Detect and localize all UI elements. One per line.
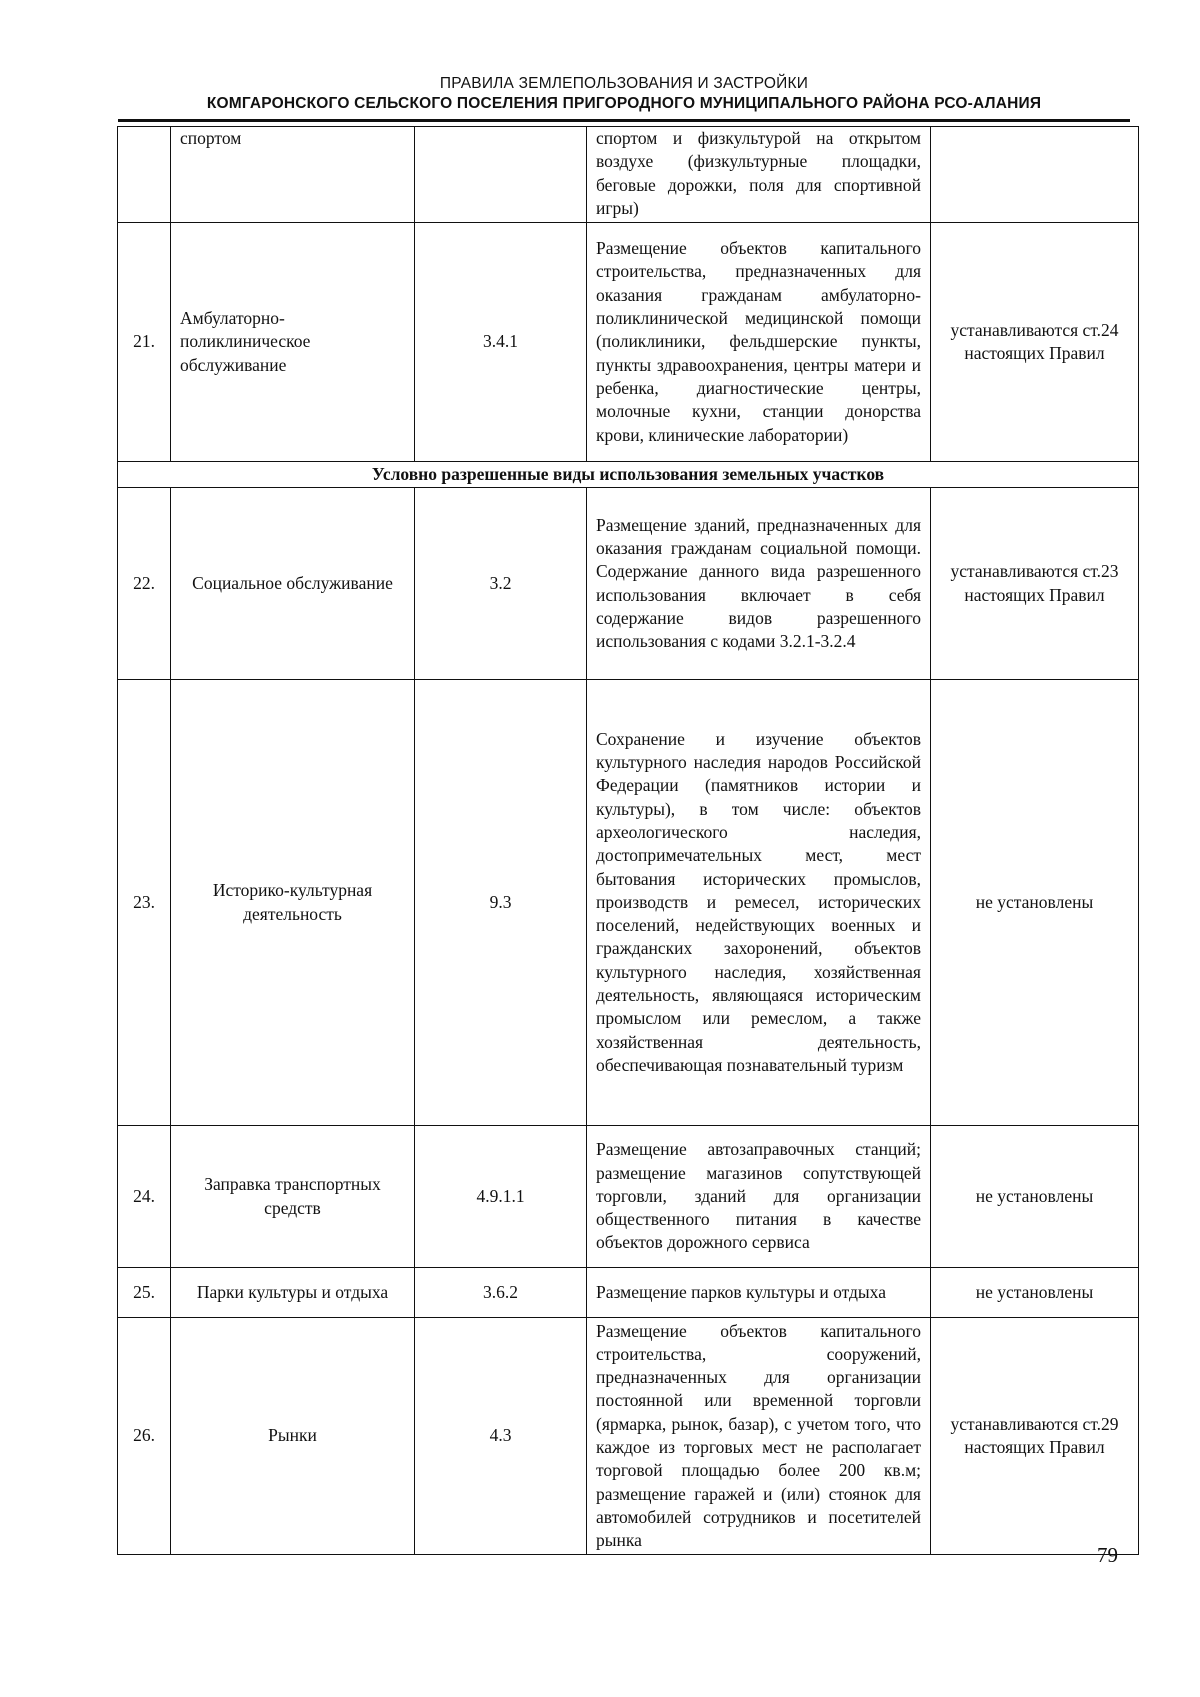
row-number: 24. <box>118 1126 171 1268</box>
use-name: Рынки <box>171 1318 415 1555</box>
use-description: Размещение зданий, предназначенных для оказания гражданам социальной помощи. Содержание данного вида разрешенного использования включает в себя содержание видов разрешенного использования с кодами 3.2.1-3.2.4 <box>587 488 931 680</box>
land-use-table <box>117 126 1139 1555</box>
use-description: Сохранение и изучение объектов культурного наследия народов Российской Федерации (памятников истории и культуры), в том числе: объектов археологического наследия, достопримечательных мест, мест бытования исторических промыслов, производств и ремесел, исторических поселений, недействующих военных и гражданских захоронений, объектов культурного наследия, хозяйственная деятельность, являющаяся историческим промыслом или ремеслом, а также хозяйственная деятельность, обеспечивающая познавательный туризм <box>587 680 931 1126</box>
use-name: спортом <box>171 127 415 223</box>
page-number: 79 <box>1097 1543 1118 1567</box>
section-title: Условно разрешенные виды использования земельных участков <box>118 462 1139 488</box>
header-rule <box>118 119 1130 122</box>
use-parameters: не установлены <box>931 1268 1139 1318</box>
use-name: Парки культуры и отдыха <box>171 1268 415 1318</box>
use-parameters: устанавливаются ст.29 настоящих Правил <box>931 1318 1139 1555</box>
use-name: Амбулаторно-поликлиническое обслуживание <box>171 223 415 462</box>
use-name: Социальное обслуживание <box>171 488 415 680</box>
use-description: Размещение автозаправочных станций; размещение магазинов сопутствующей торговли, зданий для организации общественного питания в качестве объектов дорожного сервиса <box>587 1126 931 1268</box>
use-description: Размещение объектов капитального строительства, предназначенных для оказания гражданам амбулаторно-поликлинической медицинской помощи (поликлиники, фельдшерские пункты, пункты здравоохранения, центры матери и ребенка, диагностические центры, молочные кухни, станции донорства крови, клинические лаборатории) <box>587 223 931 462</box>
use-parameters <box>931 127 1139 223</box>
use-code: 3.6.2 <box>415 1268 587 1318</box>
table-row <box>118 127 1139 223</box>
use-description: Размещение парков культуры и отдыха <box>587 1268 931 1318</box>
section-row <box>118 462 1139 488</box>
header-title: ПРАВИЛА ЗЕМЛЕПОЛЬЗОВАНИЯ И ЗАСТРОЙКИ <box>439 75 809 92</box>
use-code: 4.3 <box>415 1318 587 1555</box>
row-number: 23. <box>118 680 171 1126</box>
row-number <box>118 127 171 223</box>
use-name: Заправка транспортных средств <box>171 1126 415 1268</box>
table-row <box>118 680 1139 1126</box>
use-code <box>415 127 587 223</box>
use-parameters: не установлены <box>931 680 1139 1126</box>
use-code: 3.2 <box>415 488 587 680</box>
table-row <box>118 1126 1139 1268</box>
use-code: 9.3 <box>415 680 587 1126</box>
use-description: спортом и физкультурой на открытом воздухе (физкультурные площадки, беговые дорожки, поля для спортивной игры) <box>587 127 931 223</box>
row-number: 22. <box>118 488 171 680</box>
use-name: Историко-культурная деятельность <box>171 680 415 1126</box>
table-row <box>118 1318 1139 1555</box>
use-code: 4.9.1.1 <box>415 1126 587 1268</box>
use-parameters: не установлены <box>931 1126 1139 1268</box>
use-parameters: устанавливаются ст.23 настоящих Правил <box>931 488 1139 680</box>
row-number: 25. <box>118 1268 171 1318</box>
use-code: 3.4.1 <box>415 223 587 462</box>
table-row <box>118 1268 1139 1318</box>
row-number: 21. <box>118 223 171 462</box>
table-row <box>118 223 1139 462</box>
header-subtitle: КОМГАРОНСКОГО СЕЛЬСКОГО ПОСЕЛЕНИЯ ПРИГОРОДНОГО МУНИЦИПАЛЬНОГО РАЙОНА РСО-АЛАНИЯ <box>206 95 1042 112</box>
table-row <box>118 488 1139 680</box>
document-header <box>118 74 1130 114</box>
use-description: Размещение объектов капитального строительства, сооружений, предназначенных для организации постоянной или временной торговли (ярмарка, рынок, базар), с учетом того, что каждое из торговых мест не располагает торговой площадью более 200 кв.м; размещение гаражей и (или) стоянок для автомобилей сотрудников и посетителей рынка <box>587 1318 931 1555</box>
row-number: 26. <box>118 1318 171 1555</box>
use-parameters: устанавливаются ст.24 настоящих Правил <box>931 223 1139 462</box>
